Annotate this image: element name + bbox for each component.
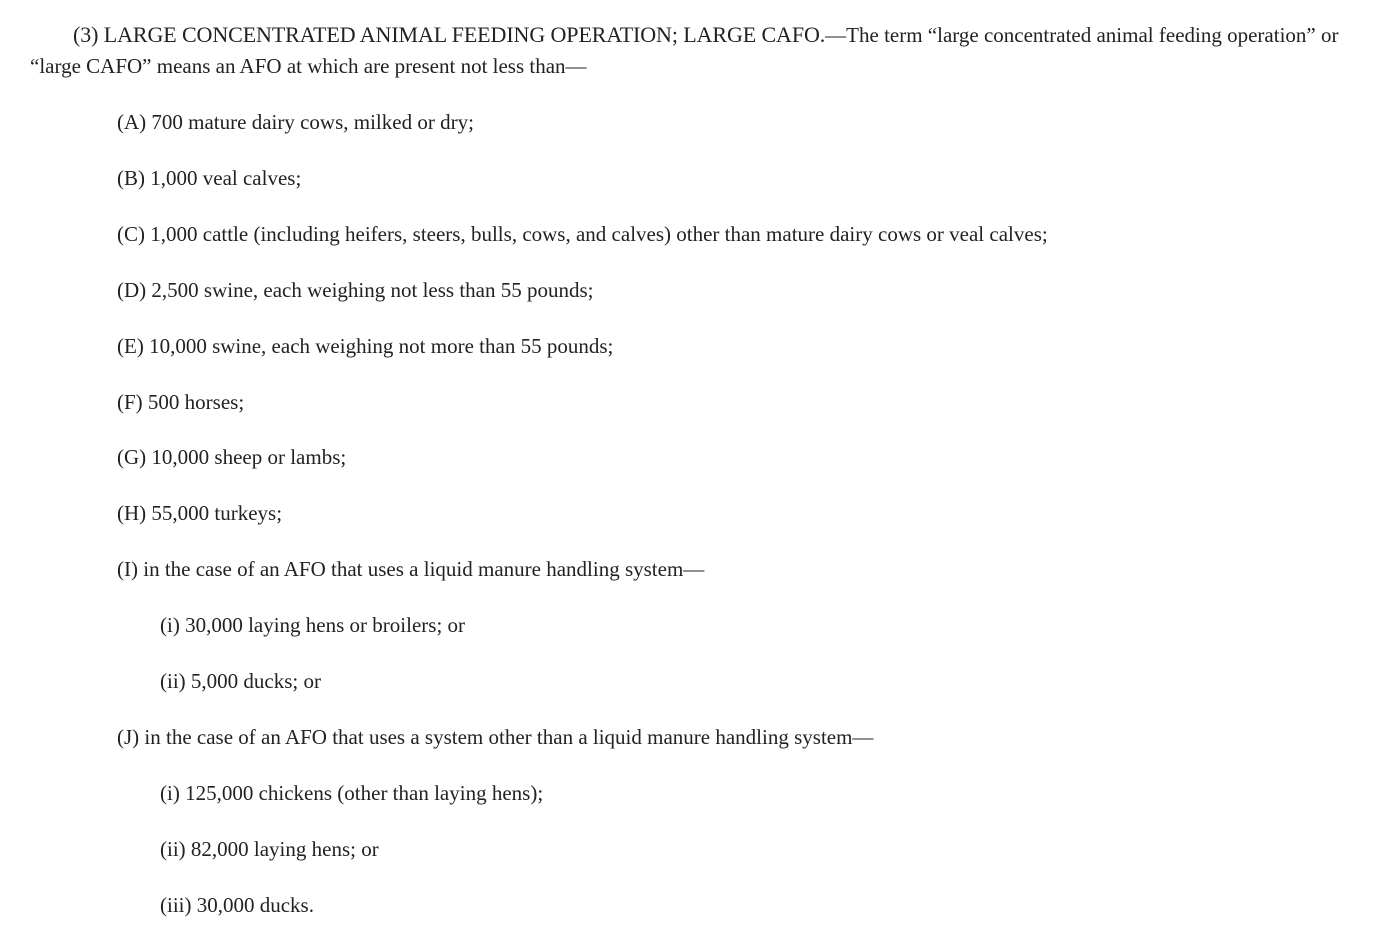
section-intro-paragraph bbox=[30, 19, 1370, 82]
list-subitem-j-iii: (iii) 30,000 ducks. bbox=[160, 893, 314, 917]
list-item-j: (J) in the case of an AFO that uses a system other than a liquid manure handling system— bbox=[117, 725, 874, 749]
list-item-b: (B) 1,000 veal calves; bbox=[117, 166, 302, 190]
list-item-c: (C) 1,000 cattle (including heifers, steers, bulls, cows, and calves) other than mature dairy cows or veal calves; bbox=[117, 222, 1048, 246]
list-item-d: (D) 2,500 swine, each weighing not less than 55 pounds; bbox=[117, 278, 594, 302]
list-item-g: (G) 10,000 sheep or lambs; bbox=[117, 445, 347, 469]
list-item-i: (I) in the case of an AFO that uses a liquid manure handling system— bbox=[117, 557, 705, 581]
list-subitem-j-i: (i) 125,000 chickens (other than laying hens); bbox=[160, 781, 544, 805]
list-item-a: (A) 700 mature dairy cows, milked or dry; bbox=[117, 110, 474, 134]
list-item-h: (H) 55,000 turkeys; bbox=[117, 501, 283, 525]
list-subitem-i-ii: (ii) 5,000 ducks; or bbox=[160, 669, 321, 693]
list-item-e: (E) 10,000 swine, each weighing not more than 55 pounds; bbox=[117, 334, 614, 358]
list-item-f: (F) 500 horses; bbox=[117, 390, 245, 414]
section-heading: (3) LARGE CONCENTRATED ANIMAL FEEDING OPERATION; LARGE CAFO. bbox=[73, 22, 826, 47]
list-subitem-j-ii: (ii) 82,000 laying hens; or bbox=[160, 837, 379, 861]
section-body-text: —The term “large concentrated animal feeding operation” or “large CAFO” means an AFO at which are present not less than— bbox=[30, 23, 1339, 78]
list-subitem-i-i: (i) 30,000 laying hens or broilers; or bbox=[160, 613, 466, 637]
